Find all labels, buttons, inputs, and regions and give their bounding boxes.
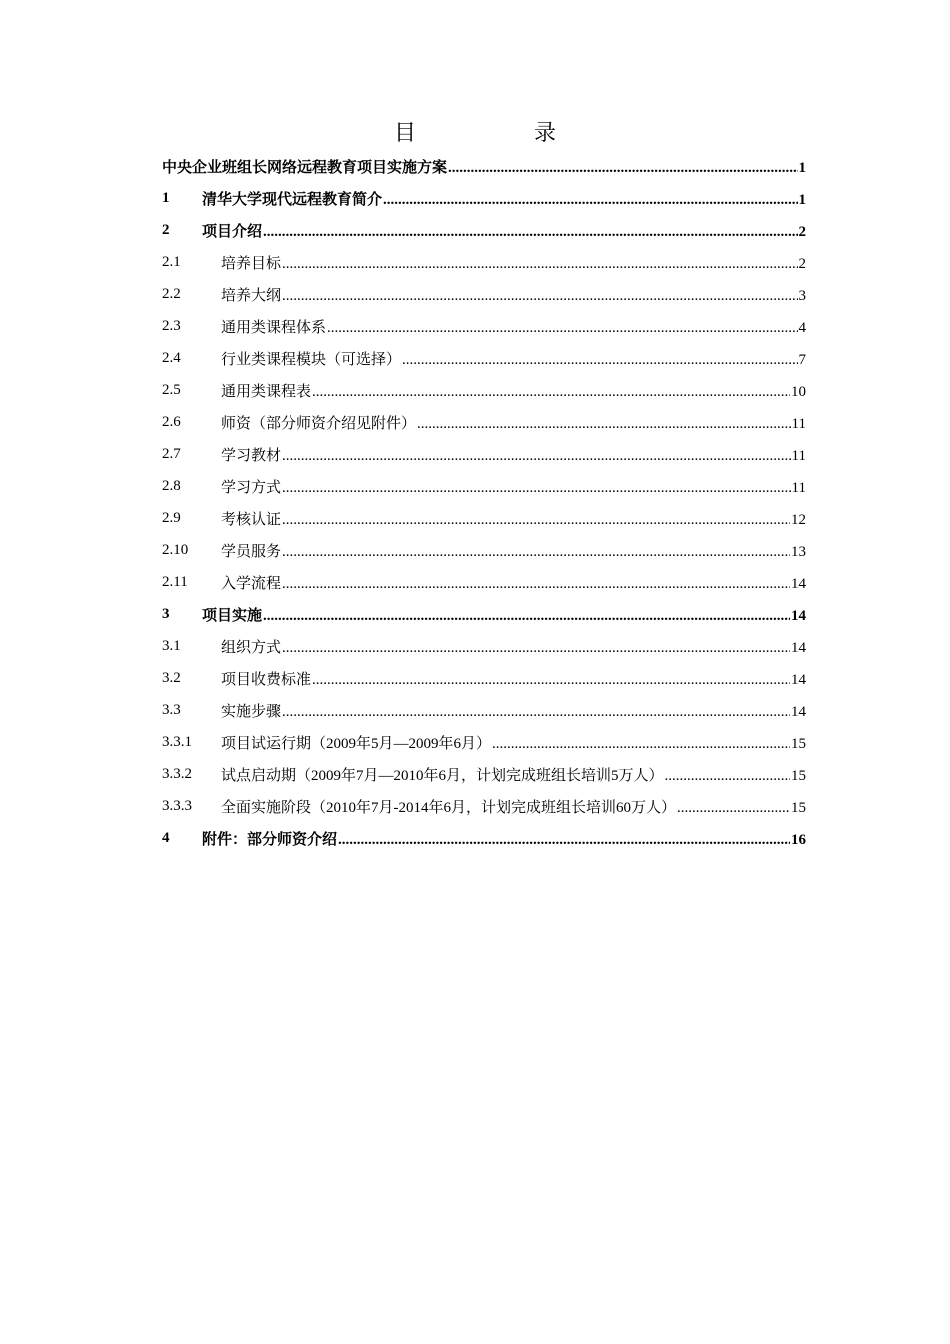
toc-entry-page-number: 14 — [791, 671, 806, 688]
toc-entry-label: 学习教材 — [221, 447, 282, 464]
toc-entry-line — [221, 412, 806, 433]
toc-entry-line — [221, 284, 806, 305]
toc-entry-number: 1 — [162, 189, 170, 206]
toc-entry-number: 2.8 — [162, 477, 181, 494]
toc-entry-line — [221, 316, 806, 337]
toc-entry-page-number: 2 — [798, 255, 806, 272]
toc-entry-number: 2.7 — [162, 445, 181, 462]
toc-entry-label: 培养目标 — [221, 255, 282, 272]
toc-entry[interactable] — [162, 406, 806, 438]
toc-entry-label: 通用类课程体系 — [221, 319, 327, 336]
toc-dot-leader — [263, 224, 797, 241]
toc-entry[interactable] — [162, 598, 806, 630]
toc-dot-leader — [282, 704, 790, 721]
toc-entry-page-number: 11 — [791, 447, 806, 464]
toc-dot-leader — [327, 320, 797, 337]
toc-entry-number: 2 — [162, 221, 170, 238]
toc-entry[interactable] — [162, 662, 806, 694]
toc-entry-line — [202, 188, 806, 209]
toc-entry[interactable] — [162, 470, 806, 502]
toc-entry-line — [202, 220, 806, 241]
toc-entry-label: 全面实施阶段（2010年7月-2014年6月，计划完成班组长培训60万人） — [221, 799, 676, 816]
toc-entry-page-number: 14 — [791, 703, 806, 720]
toc-title-char-1: 目 — [393, 120, 416, 145]
toc-entry-label: 师资（部分师资介绍见附件） — [221, 415, 417, 432]
toc-entry[interactable] — [162, 822, 806, 854]
toc-entry-page-number: 15 — [791, 799, 806, 816]
toc-entry-label: 中央企业班组长网络远程教育项目实施方案 — [162, 159, 448, 176]
toc-dot-leader — [282, 256, 797, 273]
toc-entry[interactable] — [162, 278, 806, 310]
toc-entry-number: 3.2 — [162, 669, 181, 686]
toc-dot-leader — [282, 512, 790, 529]
toc-entry-number: 2.1 — [162, 253, 181, 270]
toc-entry-line — [202, 604, 806, 625]
toc-entry-label: 入学流程 — [221, 575, 282, 592]
toc-entry-line — [221, 540, 806, 561]
toc-entry-label: 项目实施 — [202, 607, 263, 624]
toc-entry[interactable] — [162, 182, 806, 214]
toc-entry-line — [221, 700, 806, 721]
toc-entry[interactable] — [162, 150, 806, 182]
toc-title — [0, 116, 950, 147]
toc-entry-page-number: 15 — [791, 735, 806, 752]
toc-entry-number: 2.6 — [162, 413, 181, 430]
toc-dot-leader — [282, 480, 791, 497]
toc-dot-leader — [282, 544, 790, 561]
toc-dot-leader — [448, 160, 797, 177]
toc-dot-leader — [492, 736, 790, 753]
toc-entry-number: 4 — [162, 829, 170, 846]
toc-entry-page-number: 10 — [791, 383, 806, 400]
toc-entry[interactable] — [162, 374, 806, 406]
toc-entry-number: 2.4 — [162, 349, 181, 366]
toc-entry-line — [221, 252, 806, 273]
table-of-contents — [162, 150, 806, 854]
toc-entry-label: 学习方式 — [221, 479, 282, 496]
toc-entry-page-number: 16 — [791, 831, 806, 848]
toc-entry-number: 3.3.3 — [162, 797, 192, 814]
toc-entry-label: 项目试运行期（2009年5月—2009年6月） — [221, 735, 492, 752]
toc-entry[interactable] — [162, 694, 806, 726]
toc-entry-page-number: 1 — [798, 191, 806, 208]
toc-entry-number: 2.9 — [162, 509, 181, 526]
toc-dot-leader — [383, 192, 797, 209]
toc-entry[interactable] — [162, 438, 806, 470]
toc-entry-page-number: 11 — [791, 415, 806, 432]
toc-dot-leader — [665, 768, 790, 785]
toc-entry-number: 2.11 — [162, 573, 188, 590]
toc-entry-number: 3.3.1 — [162, 733, 192, 750]
toc-entry-page-number: 14 — [791, 575, 806, 592]
toc-entry[interactable] — [162, 566, 806, 598]
toc-entry-label: 培养大纲 — [221, 287, 282, 304]
toc-entry-page-number: 3 — [798, 287, 806, 304]
toc-dot-leader — [282, 448, 791, 465]
toc-dot-leader — [282, 288, 797, 305]
toc-entry-line — [221, 380, 806, 401]
toc-entry[interactable] — [162, 790, 806, 822]
toc-entry-page-number: 1 — [798, 159, 806, 176]
toc-dot-leader — [402, 352, 797, 369]
toc-entry[interactable] — [162, 342, 806, 374]
toc-entry-line — [221, 572, 806, 593]
toc-entry-line — [221, 764, 806, 785]
toc-entry-label: 考核认证 — [221, 511, 282, 528]
toc-dot-leader — [282, 576, 790, 593]
toc-entry-page-number: 13 — [791, 543, 806, 560]
toc-dot-leader — [417, 416, 791, 433]
toc-dot-leader — [312, 672, 790, 689]
toc-entry-line — [221, 636, 806, 657]
toc-entry-number: 3 — [162, 605, 170, 622]
toc-entry[interactable] — [162, 502, 806, 534]
toc-entry-label: 通用类课程表 — [221, 383, 312, 400]
toc-entry-page-number: 2 — [798, 223, 806, 240]
toc-entry-page-number: 14 — [791, 607, 806, 624]
toc-entry[interactable] — [162, 246, 806, 278]
toc-entry-label: 组织方式 — [221, 639, 282, 656]
toc-dot-leader — [282, 640, 790, 657]
toc-dot-leader — [312, 384, 790, 401]
toc-entry-number: 3.3 — [162, 701, 181, 718]
toc-entry-line — [221, 508, 806, 529]
toc-entry-label: 附件：部分师资介绍 — [202, 831, 338, 848]
toc-entry-line — [221, 444, 806, 465]
toc-dot-leader — [263, 608, 790, 625]
toc-entry-line — [202, 828, 806, 849]
toc-title-char-2: 录 — [534, 120, 557, 145]
toc-entry-page-number: 12 — [791, 511, 806, 528]
toc-entry-line — [162, 156, 806, 177]
toc-entry[interactable] — [162, 726, 806, 758]
toc-entry-page-number: 7 — [798, 351, 806, 368]
toc-entry[interactable] — [162, 310, 806, 342]
toc-entry-number: 2.3 — [162, 317, 181, 334]
toc-entry-page-number: 14 — [791, 639, 806, 656]
toc-entry-label: 项目收费标准 — [221, 671, 312, 688]
toc-entry-label: 学员服务 — [221, 543, 282, 560]
toc-entry-number: 3.1 — [162, 637, 181, 654]
toc-entry[interactable] — [162, 630, 806, 662]
toc-entry-label: 行业类课程模块（可选择） — [221, 351, 402, 368]
toc-dot-leader — [677, 800, 790, 817]
toc-entry-label: 实施步骤 — [221, 703, 282, 720]
toc-entry[interactable] — [162, 534, 806, 566]
toc-entry[interactable] — [162, 758, 806, 790]
toc-entry-label: 试点启动期（2009年7月—2010年6月，计划完成班组长培训5万人） — [221, 767, 664, 784]
toc-entry[interactable] — [162, 214, 806, 246]
toc-entry-number: 2.5 — [162, 381, 181, 398]
toc-entry-number: 2.10 — [162, 541, 189, 558]
toc-entry-page-number: 4 — [798, 319, 806, 336]
toc-dot-leader — [338, 832, 790, 849]
toc-entry-number: 3.3.2 — [162, 765, 192, 782]
toc-entry-line — [221, 796, 806, 817]
toc-entry-number: 2.2 — [162, 285, 181, 302]
toc-entry-line — [221, 732, 806, 753]
toc-entry-page-number: 11 — [791, 479, 806, 496]
toc-entry-line — [221, 476, 806, 497]
toc-entry-label: 项目介绍 — [202, 223, 263, 240]
toc-entry-line — [221, 668, 806, 689]
toc-entry-line — [221, 348, 806, 369]
toc-entry-label: 清华大学现代远程教育简介 — [202, 191, 383, 208]
toc-entry-page-number: 15 — [791, 767, 806, 784]
